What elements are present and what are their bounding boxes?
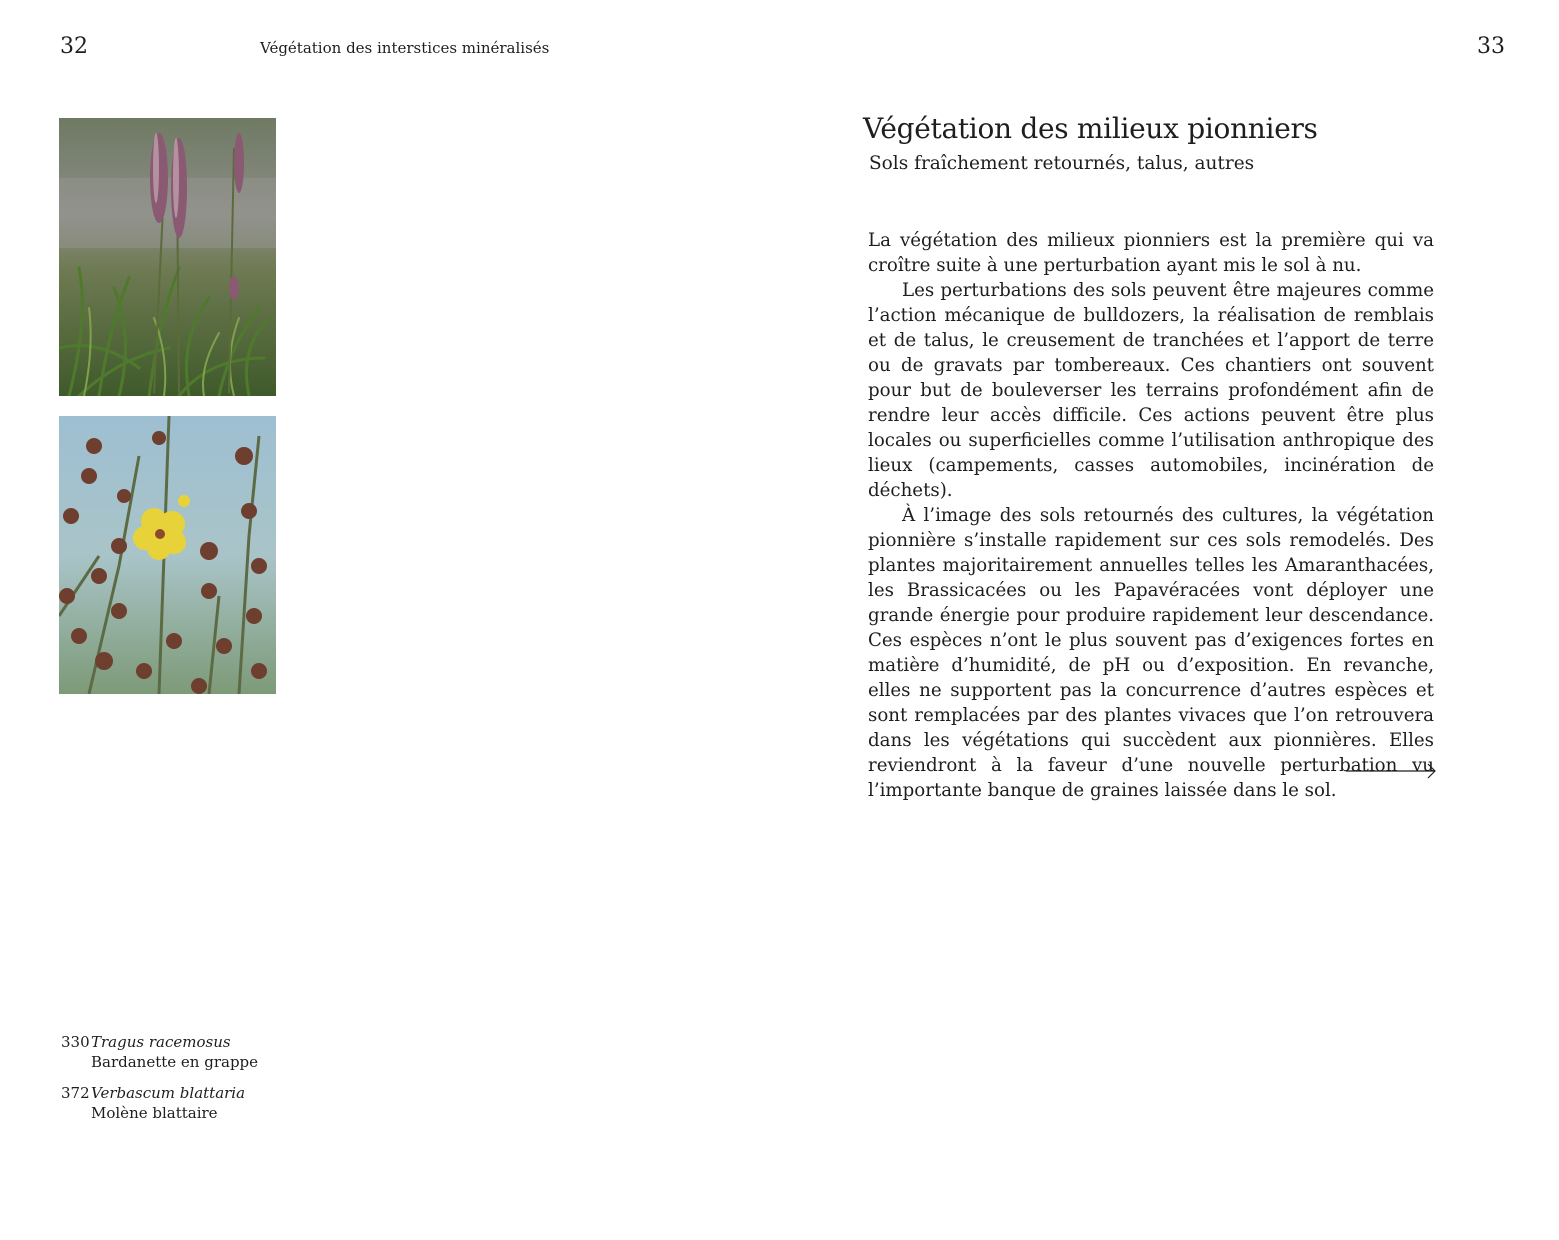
caption-common-name: Molène blattaire xyxy=(91,1104,218,1122)
paragraph: Les perturbations des sols peuvent être majeures comme l’action mécanique de bulldozers, la réalisation de remblais et de talus, le creusement de tranchées et l’apport de terre ou de gravats par tombereaux. Ces chantiers ont souvent pour but de bouleverser les terrains profondément afin de rendre leur accès difficile. Ces actions peuvent être plus locales ou superficielles comme l’utilisation anthropique des lieux (campements, casses automobiles, incinération de déchets). xyxy=(868,280,1434,501)
paragraph: À l’image des sols retournés des cultures, la végétation pionnière s’installe rapidement sur ces sols remodelés. Des plantes majoritairement annuelles telles les Amaranthacées, les Brassicacées ou les Papavéracées vont déployer une grande énergie pour produire rapidement leur descendance. Ces espèces n’ont le plus souvent pas d’exigences fortes en matière d’humidité, de pH ou d’exposition. En revanche, elles ne supportent pas la concurrence d’autres espèces et sont remplacées par des plantes vivaces que l’on retrouvera dans les végétations qui succèdent aux pionnières. Elles reviendront à la faveur d’une nouvelle perturbation vu l’importante banque de graines laissée dans le sol. xyxy=(868,505,1434,801)
photo-verbascum-blattaria xyxy=(59,416,276,694)
caption-number: 372 xyxy=(61,1084,90,1102)
page-number-right: 33 xyxy=(1477,34,1505,59)
caption-common-name: Bardanette en grappe xyxy=(91,1053,259,1071)
caption-number: 330 xyxy=(61,1033,90,1051)
photo-tragus-racemosus xyxy=(59,118,276,396)
arrow-right-icon xyxy=(1345,760,1439,786)
caption-372 xyxy=(61,1083,245,1123)
page-number-left: 32 xyxy=(60,34,88,59)
paragraph: La végétation des milieux pionniers est la première qui va croître suite à une perturbation ayant mis le sol à nu. xyxy=(868,230,1434,276)
caption-scientific-name: Verbascum blattaria xyxy=(91,1084,246,1102)
section-title: Végétation des milieux pionniers xyxy=(863,112,1318,145)
running-head: Végétation des interstices minéralisés xyxy=(260,39,550,57)
section-subtitle: Sols fraîchement retournés, talus, autres xyxy=(869,153,1255,174)
caption-330 xyxy=(61,1032,258,1072)
body-text xyxy=(868,228,1434,803)
caption-scientific-name: Tragus racemosus xyxy=(91,1033,231,1051)
